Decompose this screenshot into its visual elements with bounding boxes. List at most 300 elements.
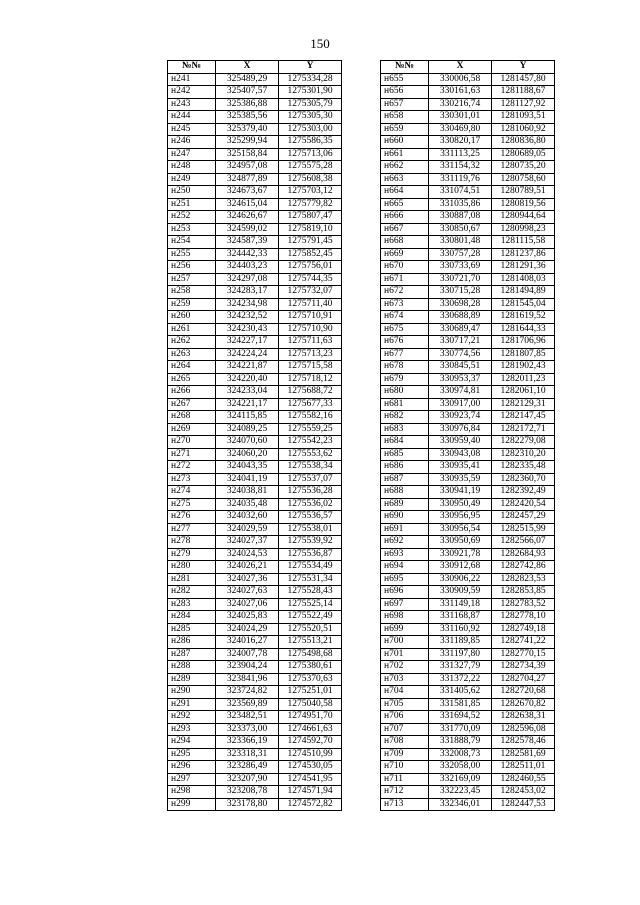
table-row bbox=[168, 773, 342, 786]
y-coordinate-cell: 1282684,93 bbox=[492, 548, 555, 561]
table-row bbox=[381, 461, 555, 474]
table-row bbox=[381, 473, 555, 486]
x-coordinate-cell: 330959,40 bbox=[429, 436, 492, 449]
x-coordinate-cell: 331770,09 bbox=[429, 723, 492, 736]
point-id-cell: н711 bbox=[381, 773, 429, 786]
y-coordinate-cell: 1281408,03 bbox=[492, 273, 555, 286]
point-id-cell: н670 bbox=[381, 261, 429, 274]
y-coordinate-cell: 1282783,52 bbox=[492, 598, 555, 611]
y-coordinate-cell: 1274510,99 bbox=[279, 748, 342, 761]
table-row bbox=[168, 361, 342, 374]
point-id-cell: н294 bbox=[168, 736, 216, 749]
x-coordinate-cell: 332169,09 bbox=[429, 773, 492, 786]
table-row bbox=[168, 486, 342, 499]
x-coordinate-cell: 324024,29 bbox=[216, 623, 279, 636]
x-coordinate-cell: 324297,08 bbox=[216, 273, 279, 286]
y-coordinate-cell: 1275575,28 bbox=[279, 161, 342, 174]
header-number: №№ bbox=[168, 61, 216, 74]
point-id-cell: н282 bbox=[168, 586, 216, 599]
y-coordinate-cell: 1281619,52 bbox=[492, 311, 555, 324]
y-coordinate-cell: 1275710,90 bbox=[279, 323, 342, 336]
table-row bbox=[168, 598, 342, 611]
table-row bbox=[381, 661, 555, 674]
y-coordinate-cell: 1274571,94 bbox=[279, 786, 342, 799]
table-row bbox=[381, 373, 555, 386]
table-row bbox=[168, 711, 342, 724]
point-id-cell: н674 bbox=[381, 311, 429, 324]
table-row bbox=[168, 286, 342, 299]
point-id-cell: н673 bbox=[381, 298, 429, 311]
x-coordinate-cell: 330733,69 bbox=[429, 261, 492, 274]
y-coordinate-cell: 1275713,23 bbox=[279, 348, 342, 361]
x-coordinate-cell: 325158,84 bbox=[216, 148, 279, 161]
y-coordinate-cell: 1282853,85 bbox=[492, 586, 555, 599]
point-id-cell: н660 bbox=[381, 136, 429, 149]
table-row bbox=[381, 523, 555, 536]
point-id-cell: н292 bbox=[168, 711, 216, 724]
y-coordinate-cell: 1282638,31 bbox=[492, 711, 555, 724]
y-coordinate-cell: 1275718,12 bbox=[279, 373, 342, 386]
x-coordinate-cell: 323373,00 bbox=[216, 723, 279, 736]
header-x: X bbox=[429, 61, 492, 74]
point-id-cell: н268 bbox=[168, 411, 216, 424]
point-id-cell: н713 bbox=[381, 798, 429, 811]
x-coordinate-cell: 323286,49 bbox=[216, 761, 279, 774]
point-id-cell: н297 bbox=[168, 773, 216, 786]
y-coordinate-cell: 1275536,87 bbox=[279, 548, 342, 561]
x-coordinate-cell: 323366,19 bbox=[216, 736, 279, 749]
table-row bbox=[381, 161, 555, 174]
table-header bbox=[168, 61, 342, 74]
x-coordinate-cell: 330941,19 bbox=[429, 486, 492, 499]
x-coordinate-cell: 324403,23 bbox=[216, 261, 279, 274]
y-coordinate-cell: 1275582,16 bbox=[279, 411, 342, 424]
y-coordinate-cell: 1274541,95 bbox=[279, 773, 342, 786]
x-coordinate-cell: 325386,88 bbox=[216, 98, 279, 111]
x-coordinate-cell: 325379,40 bbox=[216, 123, 279, 136]
y-coordinate-cell: 1282061,10 bbox=[492, 386, 555, 399]
table-row bbox=[381, 723, 555, 736]
header-y: Y bbox=[279, 61, 342, 74]
table-row bbox=[168, 311, 342, 324]
table-row bbox=[381, 73, 555, 86]
point-id-cell: н707 bbox=[381, 723, 429, 736]
y-coordinate-cell: 1281127,92 bbox=[492, 98, 555, 111]
table-row bbox=[168, 761, 342, 774]
x-coordinate-cell: 330976,84 bbox=[429, 423, 492, 436]
x-coordinate-cell: 330774,56 bbox=[429, 348, 492, 361]
y-coordinate-cell: 1275711,40 bbox=[279, 298, 342, 311]
y-coordinate-cell: 1281093,51 bbox=[492, 111, 555, 124]
point-id-cell: н696 bbox=[381, 586, 429, 599]
y-coordinate-cell: 1281706,96 bbox=[492, 336, 555, 349]
x-coordinate-cell: 331035,86 bbox=[429, 198, 492, 211]
y-coordinate-cell: 1281060,92 bbox=[492, 123, 555, 136]
x-coordinate-cell: 331160,92 bbox=[429, 623, 492, 636]
point-id-cell: н275 bbox=[168, 498, 216, 511]
y-coordinate-cell: 1275819,10 bbox=[279, 223, 342, 236]
point-id-cell: н708 bbox=[381, 736, 429, 749]
y-coordinate-cell: 1275538,01 bbox=[279, 523, 342, 536]
point-id-cell: н659 bbox=[381, 123, 429, 136]
x-coordinate-cell: 324027,37 bbox=[216, 536, 279, 549]
table-row bbox=[381, 586, 555, 599]
x-coordinate-cell: 324615,04 bbox=[216, 198, 279, 211]
table-row bbox=[381, 98, 555, 111]
point-id-cell: н264 bbox=[168, 361, 216, 374]
point-id-cell: н691 bbox=[381, 523, 429, 536]
y-coordinate-cell: 1282172,71 bbox=[492, 423, 555, 436]
table-row bbox=[168, 648, 342, 661]
y-coordinate-cell: 1275040,58 bbox=[279, 698, 342, 711]
x-coordinate-cell: 330688,89 bbox=[429, 311, 492, 324]
table-row bbox=[381, 298, 555, 311]
point-id-cell: н702 bbox=[381, 661, 429, 674]
x-coordinate-cell: 324221,17 bbox=[216, 398, 279, 411]
y-coordinate-cell: 1274661,63 bbox=[279, 723, 342, 736]
y-coordinate-cell: 1275756,01 bbox=[279, 261, 342, 274]
table-row bbox=[381, 286, 555, 299]
y-coordinate-cell: 1282704,27 bbox=[492, 673, 555, 686]
table-row bbox=[168, 461, 342, 474]
x-coordinate-cell: 330845,51 bbox=[429, 361, 492, 374]
y-coordinate-cell: 1275703,12 bbox=[279, 186, 342, 199]
y-coordinate-cell: 1275677,33 bbox=[279, 398, 342, 411]
y-coordinate-cell: 1282578,46 bbox=[492, 736, 555, 749]
point-id-cell: н242 bbox=[168, 86, 216, 99]
x-coordinate-cell: 330469,80 bbox=[429, 123, 492, 136]
y-coordinate-cell: 1275542,23 bbox=[279, 436, 342, 449]
point-id-cell: н675 bbox=[381, 323, 429, 336]
table-row bbox=[168, 536, 342, 549]
table-row bbox=[381, 686, 555, 699]
x-coordinate-cell: 330950,49 bbox=[429, 498, 492, 511]
y-coordinate-cell: 1282511,01 bbox=[492, 761, 555, 774]
table-row bbox=[168, 623, 342, 636]
table-row bbox=[381, 798, 555, 811]
table-row bbox=[168, 698, 342, 711]
y-coordinate-cell: 1275553,62 bbox=[279, 448, 342, 461]
table-row bbox=[381, 548, 555, 561]
point-id-cell: н658 bbox=[381, 111, 429, 124]
point-id-cell: н685 bbox=[381, 448, 429, 461]
y-coordinate-cell: 1280836,80 bbox=[492, 136, 555, 149]
x-coordinate-cell: 323318,31 bbox=[216, 748, 279, 761]
y-coordinate-cell: 1275536,28 bbox=[279, 486, 342, 499]
point-id-cell: н266 bbox=[168, 386, 216, 399]
x-coordinate-cell: 330689,47 bbox=[429, 323, 492, 336]
point-id-cell: н249 bbox=[168, 173, 216, 186]
header-x: X bbox=[216, 61, 279, 74]
point-id-cell: н248 bbox=[168, 161, 216, 174]
table-row bbox=[168, 386, 342, 399]
y-coordinate-cell: 1281807,85 bbox=[492, 348, 555, 361]
point-id-cell: н254 bbox=[168, 236, 216, 249]
x-coordinate-cell: 323904,24 bbox=[216, 661, 279, 674]
table-row bbox=[381, 761, 555, 774]
x-coordinate-cell: 330906,22 bbox=[429, 573, 492, 586]
y-coordinate-cell: 1275534,49 bbox=[279, 561, 342, 574]
x-coordinate-cell: 331149,18 bbox=[429, 598, 492, 611]
y-coordinate-cell: 1282460,55 bbox=[492, 773, 555, 786]
table-row bbox=[381, 673, 555, 686]
x-coordinate-cell: 324038,81 bbox=[216, 486, 279, 499]
table-row bbox=[168, 123, 342, 136]
point-id-cell: н246 bbox=[168, 136, 216, 149]
x-coordinate-cell: 324220,40 bbox=[216, 373, 279, 386]
header-number: №№ bbox=[381, 61, 429, 74]
table-row bbox=[168, 161, 342, 174]
point-id-cell: н695 bbox=[381, 573, 429, 586]
x-coordinate-cell: 324007,78 bbox=[216, 648, 279, 661]
x-coordinate-cell: 324283,17 bbox=[216, 286, 279, 299]
point-id-cell: н278 bbox=[168, 536, 216, 549]
x-coordinate-cell: 323841,96 bbox=[216, 673, 279, 686]
point-id-cell: н661 bbox=[381, 148, 429, 161]
y-coordinate-cell: 1275522,49 bbox=[279, 611, 342, 624]
y-coordinate-cell: 1282420,54 bbox=[492, 498, 555, 511]
point-id-cell: н671 bbox=[381, 273, 429, 286]
point-id-cell: н289 bbox=[168, 673, 216, 686]
point-id-cell: н701 bbox=[381, 648, 429, 661]
table-row bbox=[168, 661, 342, 674]
header-y: Y bbox=[492, 61, 555, 74]
point-id-cell: н656 bbox=[381, 86, 429, 99]
y-coordinate-cell: 1282566,07 bbox=[492, 536, 555, 549]
y-coordinate-cell: 1275536,02 bbox=[279, 498, 342, 511]
table-row bbox=[381, 398, 555, 411]
y-coordinate-cell: 1282457,29 bbox=[492, 511, 555, 524]
y-coordinate-cell: 1281494,89 bbox=[492, 286, 555, 299]
point-id-cell: н700 bbox=[381, 636, 429, 649]
x-coordinate-cell: 324089,25 bbox=[216, 423, 279, 436]
x-coordinate-cell: 331113,25 bbox=[429, 148, 492, 161]
point-id-cell: н267 bbox=[168, 398, 216, 411]
table-row bbox=[381, 386, 555, 399]
y-coordinate-cell: 1282335,48 bbox=[492, 461, 555, 474]
point-id-cell: н259 bbox=[168, 298, 216, 311]
y-coordinate-cell: 1275334,28 bbox=[279, 73, 342, 86]
table-row bbox=[381, 486, 555, 499]
table-row bbox=[381, 636, 555, 649]
table-row bbox=[168, 211, 342, 224]
y-coordinate-cell: 1275531,34 bbox=[279, 573, 342, 586]
table-row bbox=[381, 498, 555, 511]
table-row bbox=[168, 348, 342, 361]
x-coordinate-cell: 324027,63 bbox=[216, 586, 279, 599]
y-coordinate-cell: 1282596,08 bbox=[492, 723, 555, 736]
x-coordinate-cell: 324060,20 bbox=[216, 448, 279, 461]
x-coordinate-cell: 331119,76 bbox=[429, 173, 492, 186]
y-coordinate-cell: 1282310,20 bbox=[492, 448, 555, 461]
x-coordinate-cell: 332008,73 bbox=[429, 748, 492, 761]
point-id-cell: н667 bbox=[381, 223, 429, 236]
x-coordinate-cell: 331327,79 bbox=[429, 661, 492, 674]
point-id-cell: н689 bbox=[381, 498, 429, 511]
y-coordinate-cell: 1282453,02 bbox=[492, 786, 555, 799]
x-coordinate-cell: 330935,41 bbox=[429, 461, 492, 474]
point-id-cell: н704 bbox=[381, 686, 429, 699]
x-coordinate-cell: 330757,28 bbox=[429, 248, 492, 261]
y-coordinate-cell: 1275520,51 bbox=[279, 623, 342, 636]
table-row bbox=[168, 98, 342, 111]
x-coordinate-cell: 330953,37 bbox=[429, 373, 492, 386]
point-id-cell: н694 bbox=[381, 561, 429, 574]
point-id-cell: н709 bbox=[381, 748, 429, 761]
y-coordinate-cell: 1281115,58 bbox=[492, 236, 555, 249]
y-coordinate-cell: 1275538,34 bbox=[279, 461, 342, 474]
y-coordinate-cell: 1275380,61 bbox=[279, 661, 342, 674]
point-id-cell: н665 bbox=[381, 198, 429, 211]
table-row bbox=[168, 723, 342, 736]
point-id-cell: н664 bbox=[381, 186, 429, 199]
x-coordinate-cell: 324957,08 bbox=[216, 161, 279, 174]
x-coordinate-cell: 330801,48 bbox=[429, 236, 492, 249]
x-coordinate-cell: 330887,08 bbox=[429, 211, 492, 224]
table-row bbox=[168, 611, 342, 624]
y-coordinate-cell: 1280735,20 bbox=[492, 161, 555, 174]
y-coordinate-cell: 1275536,57 bbox=[279, 511, 342, 524]
y-coordinate-cell: 1282392,49 bbox=[492, 486, 555, 499]
y-coordinate-cell: 1282581,69 bbox=[492, 748, 555, 761]
table-row bbox=[168, 673, 342, 686]
point-id-cell: н687 bbox=[381, 473, 429, 486]
table-row bbox=[168, 73, 342, 86]
y-coordinate-cell: 1275370,63 bbox=[279, 673, 342, 686]
point-id-cell: н692 bbox=[381, 536, 429, 549]
x-coordinate-cell: 330917,00 bbox=[429, 398, 492, 411]
point-id-cell: н245 bbox=[168, 123, 216, 136]
point-id-cell: н677 bbox=[381, 348, 429, 361]
table-row bbox=[381, 148, 555, 161]
table-row bbox=[381, 423, 555, 436]
x-coordinate-cell: 323724,82 bbox=[216, 686, 279, 699]
table-row bbox=[168, 111, 342, 124]
y-coordinate-cell: 1275807,47 bbox=[279, 211, 342, 224]
point-id-cell: н251 bbox=[168, 198, 216, 211]
table-row bbox=[381, 786, 555, 799]
point-id-cell: н683 bbox=[381, 423, 429, 436]
point-id-cell: н690 bbox=[381, 511, 429, 524]
table-row bbox=[381, 123, 555, 136]
table-row bbox=[381, 698, 555, 711]
x-coordinate-cell: 332058,00 bbox=[429, 761, 492, 774]
coordinates-table-left bbox=[167, 60, 342, 811]
x-coordinate-cell: 331405,62 bbox=[429, 686, 492, 699]
point-id-cell: н280 bbox=[168, 561, 216, 574]
x-coordinate-cell: 331694,52 bbox=[429, 711, 492, 724]
x-coordinate-cell: 324115,85 bbox=[216, 411, 279, 424]
table-row bbox=[381, 86, 555, 99]
table-row bbox=[168, 736, 342, 749]
point-id-cell: н256 bbox=[168, 261, 216, 274]
point-id-cell: н299 bbox=[168, 798, 216, 811]
table-row bbox=[381, 323, 555, 336]
table-row bbox=[168, 636, 342, 649]
table-row bbox=[381, 711, 555, 724]
y-coordinate-cell: 1275537,07 bbox=[279, 473, 342, 486]
table-row bbox=[381, 773, 555, 786]
point-id-cell: н260 bbox=[168, 311, 216, 324]
point-id-cell: н276 bbox=[168, 511, 216, 524]
table-row bbox=[381, 648, 555, 661]
point-id-cell: н247 bbox=[168, 148, 216, 161]
table-row bbox=[381, 136, 555, 149]
x-coordinate-cell: 330923,74 bbox=[429, 411, 492, 424]
x-coordinate-cell: 332223,45 bbox=[429, 786, 492, 799]
table-row bbox=[168, 436, 342, 449]
y-coordinate-cell: 1282720,68 bbox=[492, 686, 555, 699]
y-coordinate-cell: 1281188,67 bbox=[492, 86, 555, 99]
x-coordinate-cell: 324442,33 bbox=[216, 248, 279, 261]
x-coordinate-cell: 330921,78 bbox=[429, 548, 492, 561]
x-coordinate-cell: 325407,57 bbox=[216, 86, 279, 99]
point-id-cell: н263 bbox=[168, 348, 216, 361]
x-coordinate-cell: 330943,08 bbox=[429, 448, 492, 461]
y-coordinate-cell: 1274951,70 bbox=[279, 711, 342, 724]
table-row bbox=[381, 223, 555, 236]
x-coordinate-cell: 331074,51 bbox=[429, 186, 492, 199]
x-coordinate-cell: 330161,63 bbox=[429, 86, 492, 99]
x-coordinate-cell: 324035,48 bbox=[216, 498, 279, 511]
y-coordinate-cell: 1275305,79 bbox=[279, 98, 342, 111]
x-coordinate-cell: 330301,01 bbox=[429, 111, 492, 124]
point-id-cell: н703 bbox=[381, 673, 429, 686]
x-coordinate-cell: 325385,56 bbox=[216, 111, 279, 124]
x-coordinate-cell: 330974,81 bbox=[429, 386, 492, 399]
x-coordinate-cell: 324026,21 bbox=[216, 561, 279, 574]
point-id-cell: н662 bbox=[381, 161, 429, 174]
y-coordinate-cell: 1275779,82 bbox=[279, 198, 342, 211]
y-coordinate-cell: 1282670,82 bbox=[492, 698, 555, 711]
point-id-cell: н274 bbox=[168, 486, 216, 499]
point-id-cell: н672 bbox=[381, 286, 429, 299]
point-id-cell: н288 bbox=[168, 661, 216, 674]
x-coordinate-cell: 330935,59 bbox=[429, 473, 492, 486]
table-header bbox=[381, 61, 555, 74]
point-id-cell: н666 bbox=[381, 211, 429, 224]
point-id-cell: н655 bbox=[381, 73, 429, 86]
table-row bbox=[381, 623, 555, 636]
y-coordinate-cell: 1275852,45 bbox=[279, 248, 342, 261]
table-row bbox=[381, 211, 555, 224]
table-body bbox=[381, 73, 555, 811]
y-coordinate-cell: 1282823,53 bbox=[492, 573, 555, 586]
table-row bbox=[168, 148, 342, 161]
x-coordinate-cell: 331888,79 bbox=[429, 736, 492, 749]
x-coordinate-cell: 332346,01 bbox=[429, 798, 492, 811]
y-coordinate-cell: 1282770,15 bbox=[492, 648, 555, 661]
table-row bbox=[168, 686, 342, 699]
table-row bbox=[381, 611, 555, 624]
y-coordinate-cell: 1280819,56 bbox=[492, 198, 555, 211]
point-id-cell: н273 bbox=[168, 473, 216, 486]
y-coordinate-cell: 1275525,14 bbox=[279, 598, 342, 611]
x-coordinate-cell: 324230,43 bbox=[216, 323, 279, 336]
y-coordinate-cell: 1282741,22 bbox=[492, 636, 555, 649]
table-row bbox=[168, 411, 342, 424]
y-coordinate-cell: 1282360,70 bbox=[492, 473, 555, 486]
y-coordinate-cell: 1274592,70 bbox=[279, 736, 342, 749]
y-coordinate-cell: 1275305,30 bbox=[279, 111, 342, 124]
table-row bbox=[168, 198, 342, 211]
table-row bbox=[168, 398, 342, 411]
x-coordinate-cell: 331372,22 bbox=[429, 673, 492, 686]
table-row bbox=[168, 448, 342, 461]
x-coordinate-cell: 324227,17 bbox=[216, 336, 279, 349]
x-coordinate-cell: 331197,80 bbox=[429, 648, 492, 661]
point-id-cell: н262 bbox=[168, 336, 216, 349]
